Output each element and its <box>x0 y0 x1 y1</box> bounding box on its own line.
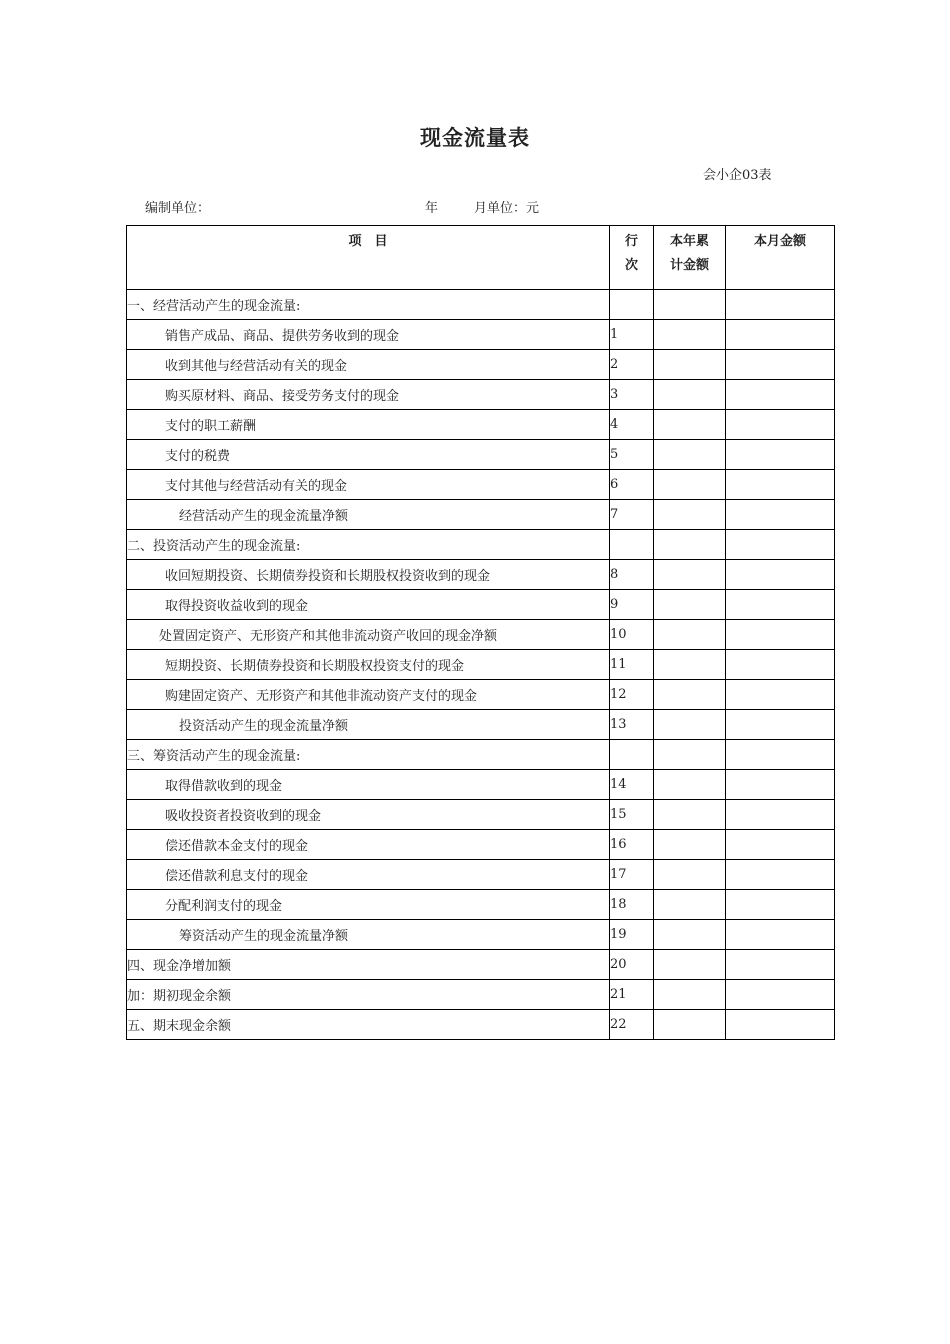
header-line-no: 行 次 <box>610 226 654 290</box>
table-row <box>127 980 835 1010</box>
row-ytd-amount[interactable] <box>654 860 726 890</box>
row-item: 投资活动产生的现金流量净额 <box>127 710 610 740</box>
table-header-row <box>127 226 835 290</box>
table-row <box>127 740 835 770</box>
row-line-no: 22 <box>610 1010 654 1040</box>
row-line-no: 18 <box>610 890 654 920</box>
row-item: 一、经营活动产生的现金流量: <box>127 290 610 320</box>
table-row <box>127 770 835 800</box>
header-ytd-amount: 本年累 计金额 <box>654 226 726 290</box>
row-ytd-amount[interactable] <box>654 440 726 470</box>
row-month-amount[interactable] <box>726 290 835 320</box>
row-month-amount[interactable] <box>726 710 835 740</box>
row-item: 购建固定资产、无形资产和其他非流动资产支付的现金 <box>127 680 610 710</box>
row-month-amount[interactable] <box>726 770 835 800</box>
row-item: 取得借款收到的现金 <box>127 770 610 800</box>
row-item: 三、筹资活动产生的现金流量: <box>127 740 610 770</box>
unit-label: 编制单位： <box>145 201 211 216</box>
row-month-amount[interactable] <box>726 620 835 650</box>
row-month-amount[interactable] <box>726 470 835 500</box>
row-item: 偿还借款利息支付的现金 <box>127 860 610 890</box>
row-line-no: 4 <box>610 410 654 440</box>
page-title: 现金流量表 <box>420 126 530 150</box>
table-row <box>127 440 835 470</box>
row-line-no: 10 <box>610 620 654 650</box>
row-item: 支付的税费 <box>127 440 610 470</box>
row-ytd-amount[interactable] <box>654 590 726 620</box>
table-row <box>127 650 835 680</box>
row-item: 二、投资活动产生的现金流量: <box>127 530 610 560</box>
row-line-no: 14 <box>610 770 654 800</box>
row-item: 购买原材料、商品、接受劳务支付的现金 <box>127 380 610 410</box>
row-item: 处置固定资产、无形资产和其他非流动资产收回的现金净额 <box>127 620 610 650</box>
table-row <box>127 320 835 350</box>
form-code: 会小企03表 <box>703 168 772 183</box>
row-month-amount[interactable] <box>726 680 835 710</box>
row-month-amount[interactable] <box>726 740 835 770</box>
row-ytd-amount[interactable] <box>654 980 726 1010</box>
row-item: 加：期初现金余额 <box>127 980 610 1010</box>
header-month-amount: 本月金额 <box>726 226 835 290</box>
row-line-no: 2 <box>610 350 654 380</box>
row-ytd-amount[interactable] <box>654 380 726 410</box>
row-ytd-amount[interactable] <box>654 710 726 740</box>
row-line-no: 17 <box>610 860 654 890</box>
row-month-amount[interactable] <box>726 1010 835 1040</box>
row-item: 筹资活动产生的现金流量净额 <box>127 920 610 950</box>
row-item: 偿还借款本金支付的现金 <box>127 830 610 860</box>
row-line-no: 13 <box>610 710 654 740</box>
row-month-amount[interactable] <box>726 860 835 890</box>
table-row <box>127 410 835 440</box>
row-month-amount[interactable] <box>726 650 835 680</box>
row-line-no: 15 <box>610 800 654 830</box>
table-row <box>127 680 835 710</box>
row-ytd-amount[interactable] <box>654 320 726 350</box>
row-line-no: 8 <box>610 560 654 590</box>
table-row <box>127 800 835 830</box>
row-month-amount[interactable] <box>726 800 835 830</box>
row-ytd-amount[interactable] <box>654 920 726 950</box>
table-row <box>127 470 835 500</box>
year-label: 年 <box>425 201 439 216</box>
row-ytd-amount[interactable] <box>654 560 726 590</box>
row-item: 收到其他与经营活动有关的现金 <box>127 350 610 380</box>
row-item: 短期投资、长期债券投资和长期股权投资支付的现金 <box>127 650 610 680</box>
row-month-amount[interactable] <box>726 590 835 620</box>
table-row <box>127 950 835 980</box>
row-item: 支付的职工薪酬 <box>127 410 610 440</box>
row-month-amount[interactable] <box>726 890 835 920</box>
table-row <box>127 350 835 380</box>
row-ytd-amount[interactable] <box>654 470 726 500</box>
row-ytd-amount[interactable] <box>654 1010 726 1040</box>
header-item: 项 目 <box>127 226 610 290</box>
row-line-no: 20 <box>610 950 654 980</box>
row-line-no: 5 <box>610 440 654 470</box>
table-row <box>127 1010 835 1040</box>
row-month-amount[interactable] <box>726 410 835 440</box>
row-line-no: 1 <box>610 320 654 350</box>
row-line-no: 11 <box>610 650 654 680</box>
table-row <box>127 530 835 560</box>
row-item: 销售产成品、商品、提供劳务收到的现金 <box>127 320 610 350</box>
row-item: 支付其他与经营活动有关的现金 <box>127 470 610 500</box>
row-month-amount[interactable] <box>726 350 835 380</box>
row-month-amount[interactable] <box>726 440 835 470</box>
row-ytd-amount[interactable] <box>654 890 726 920</box>
row-ytd-amount[interactable] <box>654 500 726 530</box>
row-ytd-amount[interactable] <box>654 680 726 710</box>
table-row <box>127 830 835 860</box>
row-ytd-amount[interactable] <box>654 530 726 560</box>
row-month-amount[interactable] <box>726 950 835 980</box>
row-line-no: 3 <box>610 380 654 410</box>
table-row <box>127 590 835 620</box>
row-line-no: 7 <box>610 500 654 530</box>
row-month-amount[interactable] <box>726 560 835 590</box>
table-row <box>127 620 835 650</box>
table-row <box>127 500 835 530</box>
row-item: 吸收投资者投资收到的现金 <box>127 800 610 830</box>
row-line-no <box>610 530 654 560</box>
table-row <box>127 890 835 920</box>
row-ytd-amount[interactable] <box>654 830 726 860</box>
row-month-amount[interactable] <box>726 320 835 350</box>
row-line-no <box>610 290 654 320</box>
row-ytd-amount[interactable] <box>654 950 726 980</box>
row-ytd-amount[interactable] <box>654 290 726 320</box>
row-line-no <box>610 740 654 770</box>
row-ytd-amount[interactable] <box>654 770 726 800</box>
row-line-no: 21 <box>610 980 654 1010</box>
table-row <box>127 380 835 410</box>
row-item: 经营活动产生的现金流量净额 <box>127 500 610 530</box>
table-row <box>127 560 835 590</box>
table-row <box>127 290 835 320</box>
row-item: 取得投资收益收到的现金 <box>127 590 610 620</box>
row-month-amount[interactable] <box>726 920 835 950</box>
row-ytd-amount[interactable] <box>654 740 726 770</box>
row-month-amount[interactable] <box>726 980 835 1010</box>
table-row <box>127 920 835 950</box>
row-item: 收回短期投资、长期债券投资和长期股权投资收到的现金 <box>127 560 610 590</box>
row-month-amount[interactable] <box>726 380 835 410</box>
row-item: 分配利润支付的现金 <box>127 890 610 920</box>
row-ytd-amount[interactable] <box>654 350 726 380</box>
row-ytd-amount[interactable] <box>654 800 726 830</box>
row-item: 四、现金净增加额 <box>127 950 610 980</box>
row-ytd-amount[interactable] <box>654 620 726 650</box>
row-item: 五、期末现金余额 <box>127 1010 610 1040</box>
row-month-amount[interactable] <box>726 830 835 860</box>
row-line-no: 9 <box>610 590 654 620</box>
row-month-amount[interactable] <box>726 530 835 560</box>
table-row <box>127 860 835 890</box>
cash-flow-table <box>126 225 835 1040</box>
row-ytd-amount[interactable] <box>654 650 726 680</box>
row-line-no: 16 <box>610 830 654 860</box>
row-ytd-amount[interactable] <box>654 410 726 440</box>
row-line-no: 19 <box>610 920 654 950</box>
table-row <box>127 710 835 740</box>
row-line-no: 6 <box>610 470 654 500</box>
month-unit-label: 月单位：元 <box>474 201 540 216</box>
row-line-no: 12 <box>610 680 654 710</box>
row-month-amount[interactable] <box>726 500 835 530</box>
